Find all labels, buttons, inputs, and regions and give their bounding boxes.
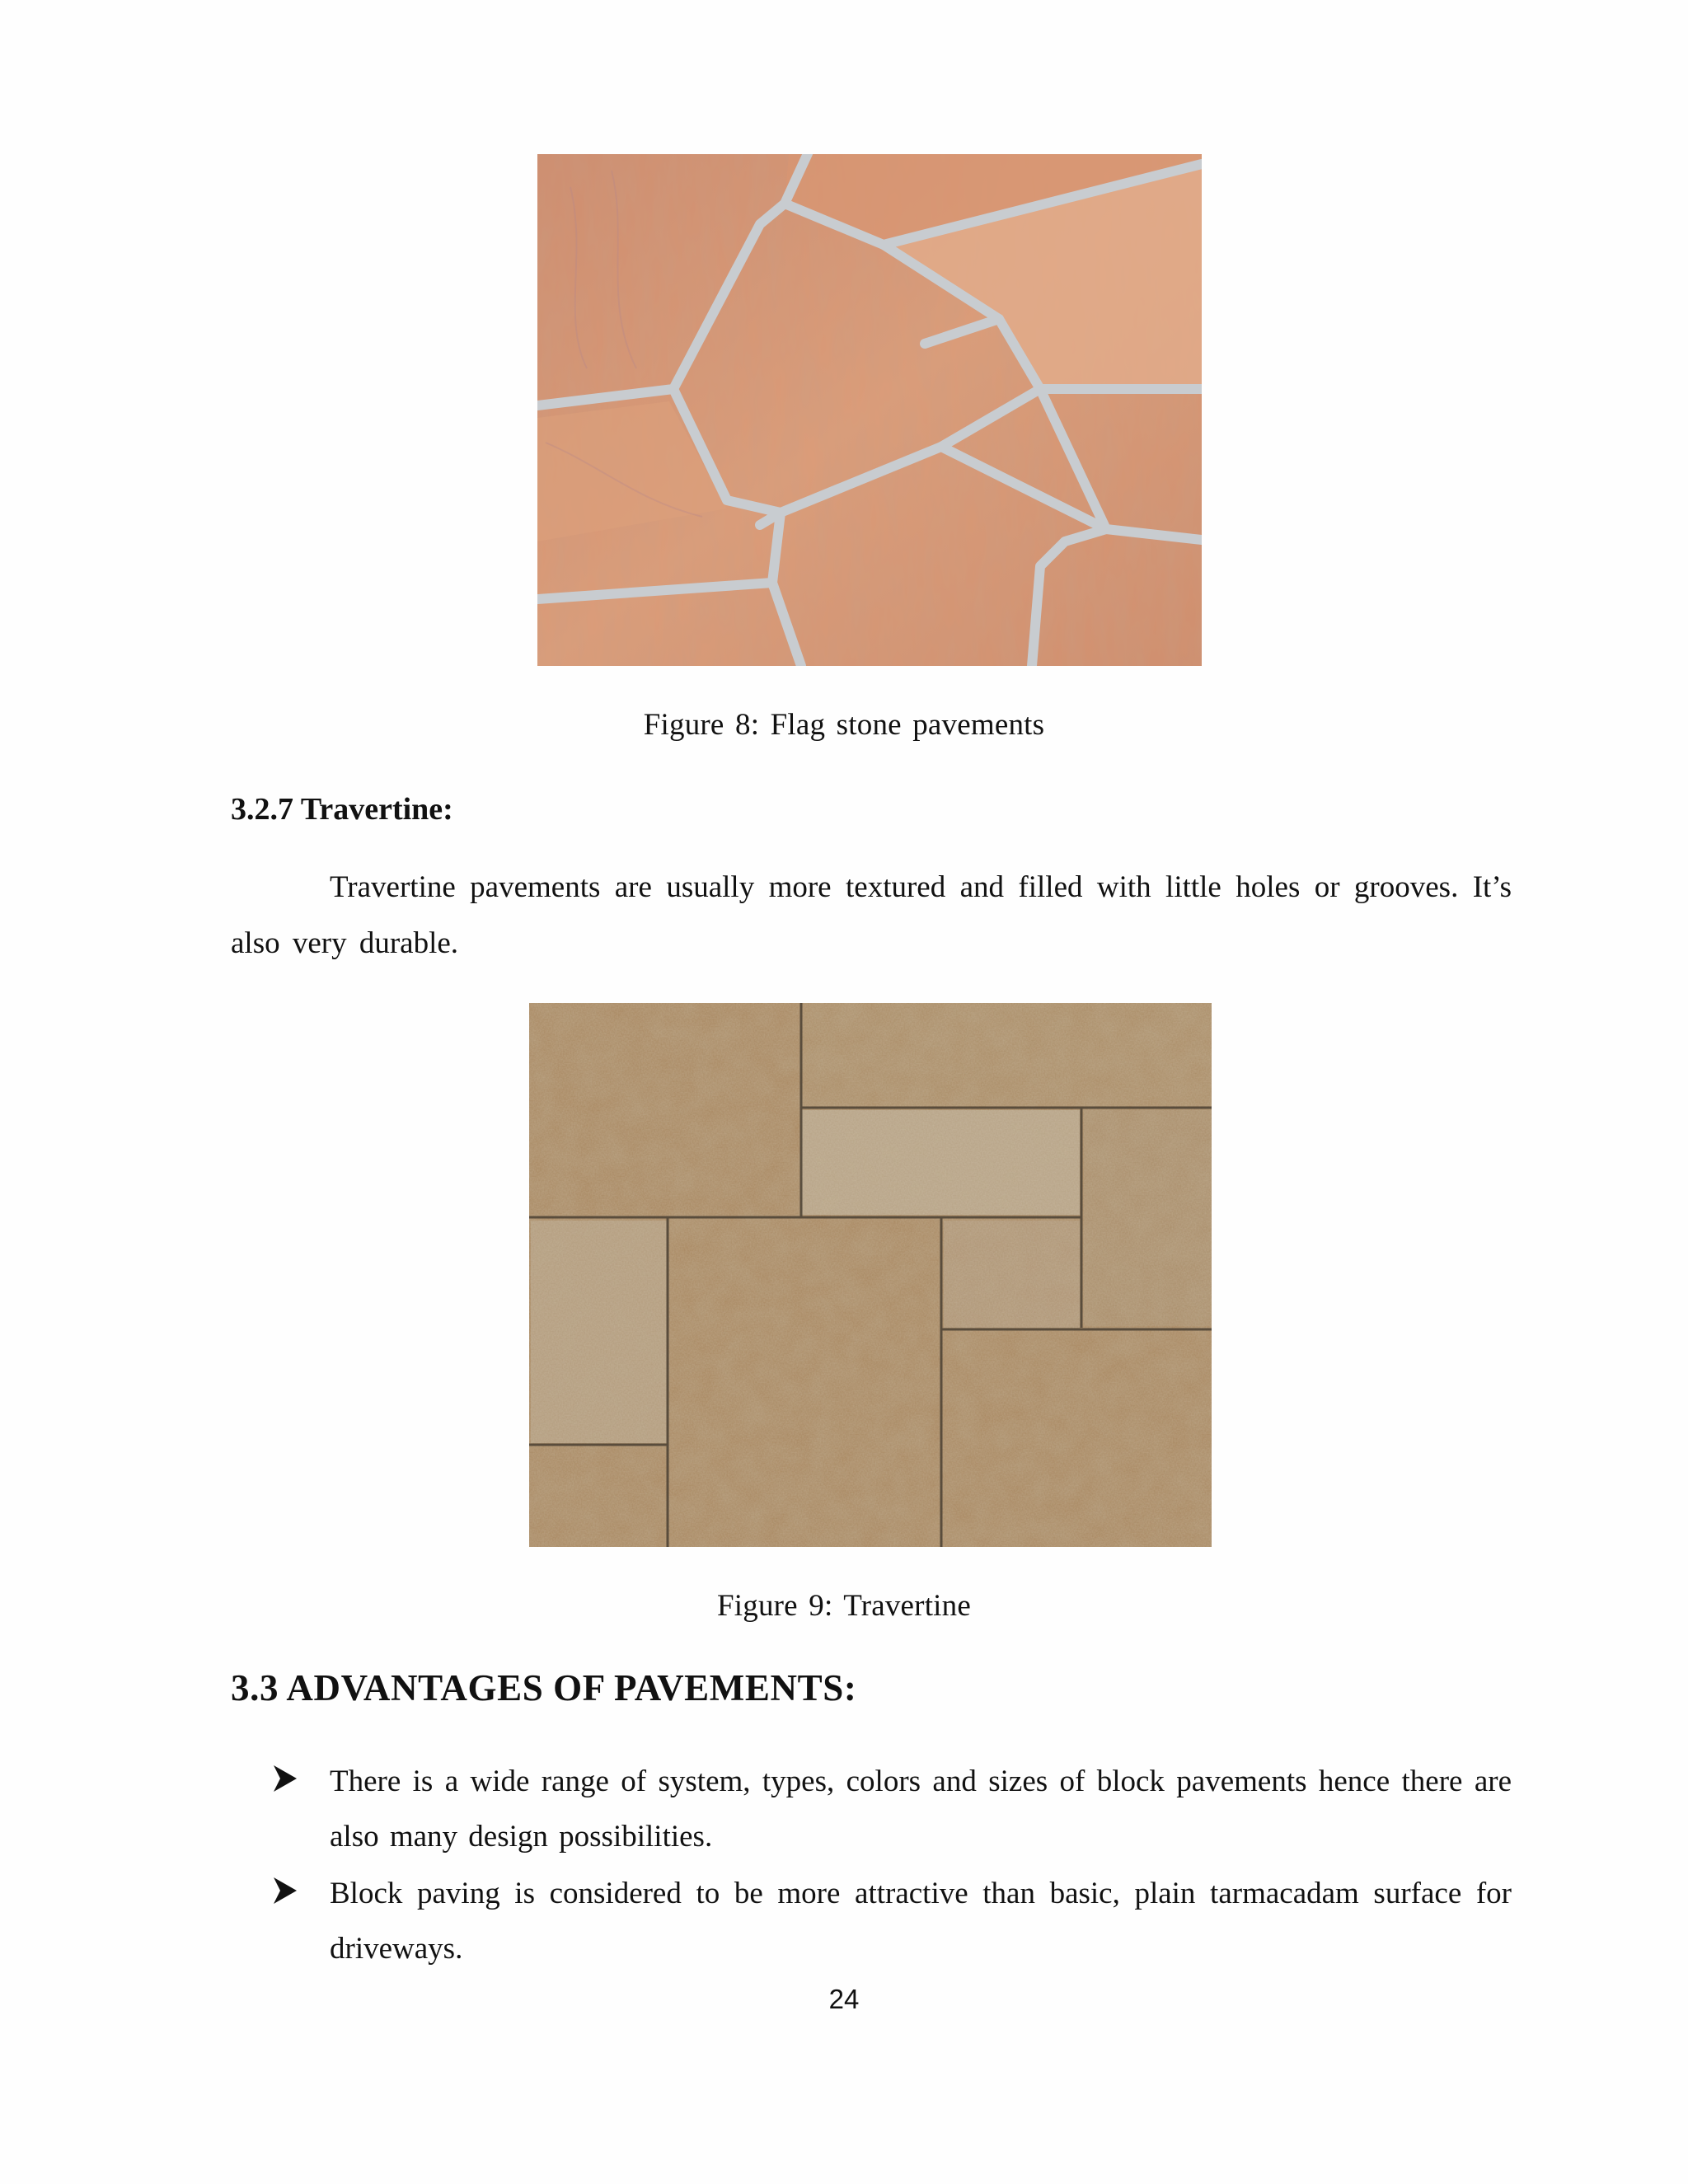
arrow-bullet-icon [272, 1876, 298, 1905]
travertine-pavement-graphic [529, 1003, 1212, 1547]
section-heading: 3.3 ADVANTAGES OF PAVEMENTS: [231, 1667, 857, 1708]
figure-9-caption: Figure 9: Travertine [717, 1589, 971, 1623]
advantages-list [272, 1754, 1512, 1978]
flagstone-pavement-image [537, 154, 1202, 666]
arrow-bullet-icon [272, 1764, 298, 1793]
page-number: 24 [828, 1984, 860, 2014]
list-item-text: There is a wide range of system, types, colors and sizes of block pavements hence there are also many design possibilities. [330, 1765, 1512, 1854]
travertine-pavement-image [529, 1003, 1212, 1547]
flagstone-pavement-graphic [537, 154, 1202, 666]
list-item [272, 1754, 1512, 1864]
travertine-paragraph-line-2: also very durable. [231, 926, 459, 960]
figure-8-caption: Figure 8: Flag stone pavements [643, 708, 1045, 742]
travertine-paragraph [231, 860, 1512, 972]
subsection-heading: 3.2.7 Travertine: [231, 792, 453, 827]
list-item-text: Block paving is considered to be more attractive than basic, plain tarmacadam surface for driveways. [330, 1877, 1512, 1966]
list-item [272, 1866, 1512, 1976]
travertine-paragraph-line-1: Travertine pavements are usually more textured and filled with little holes or grooves. It’s [330, 870, 1512, 904]
